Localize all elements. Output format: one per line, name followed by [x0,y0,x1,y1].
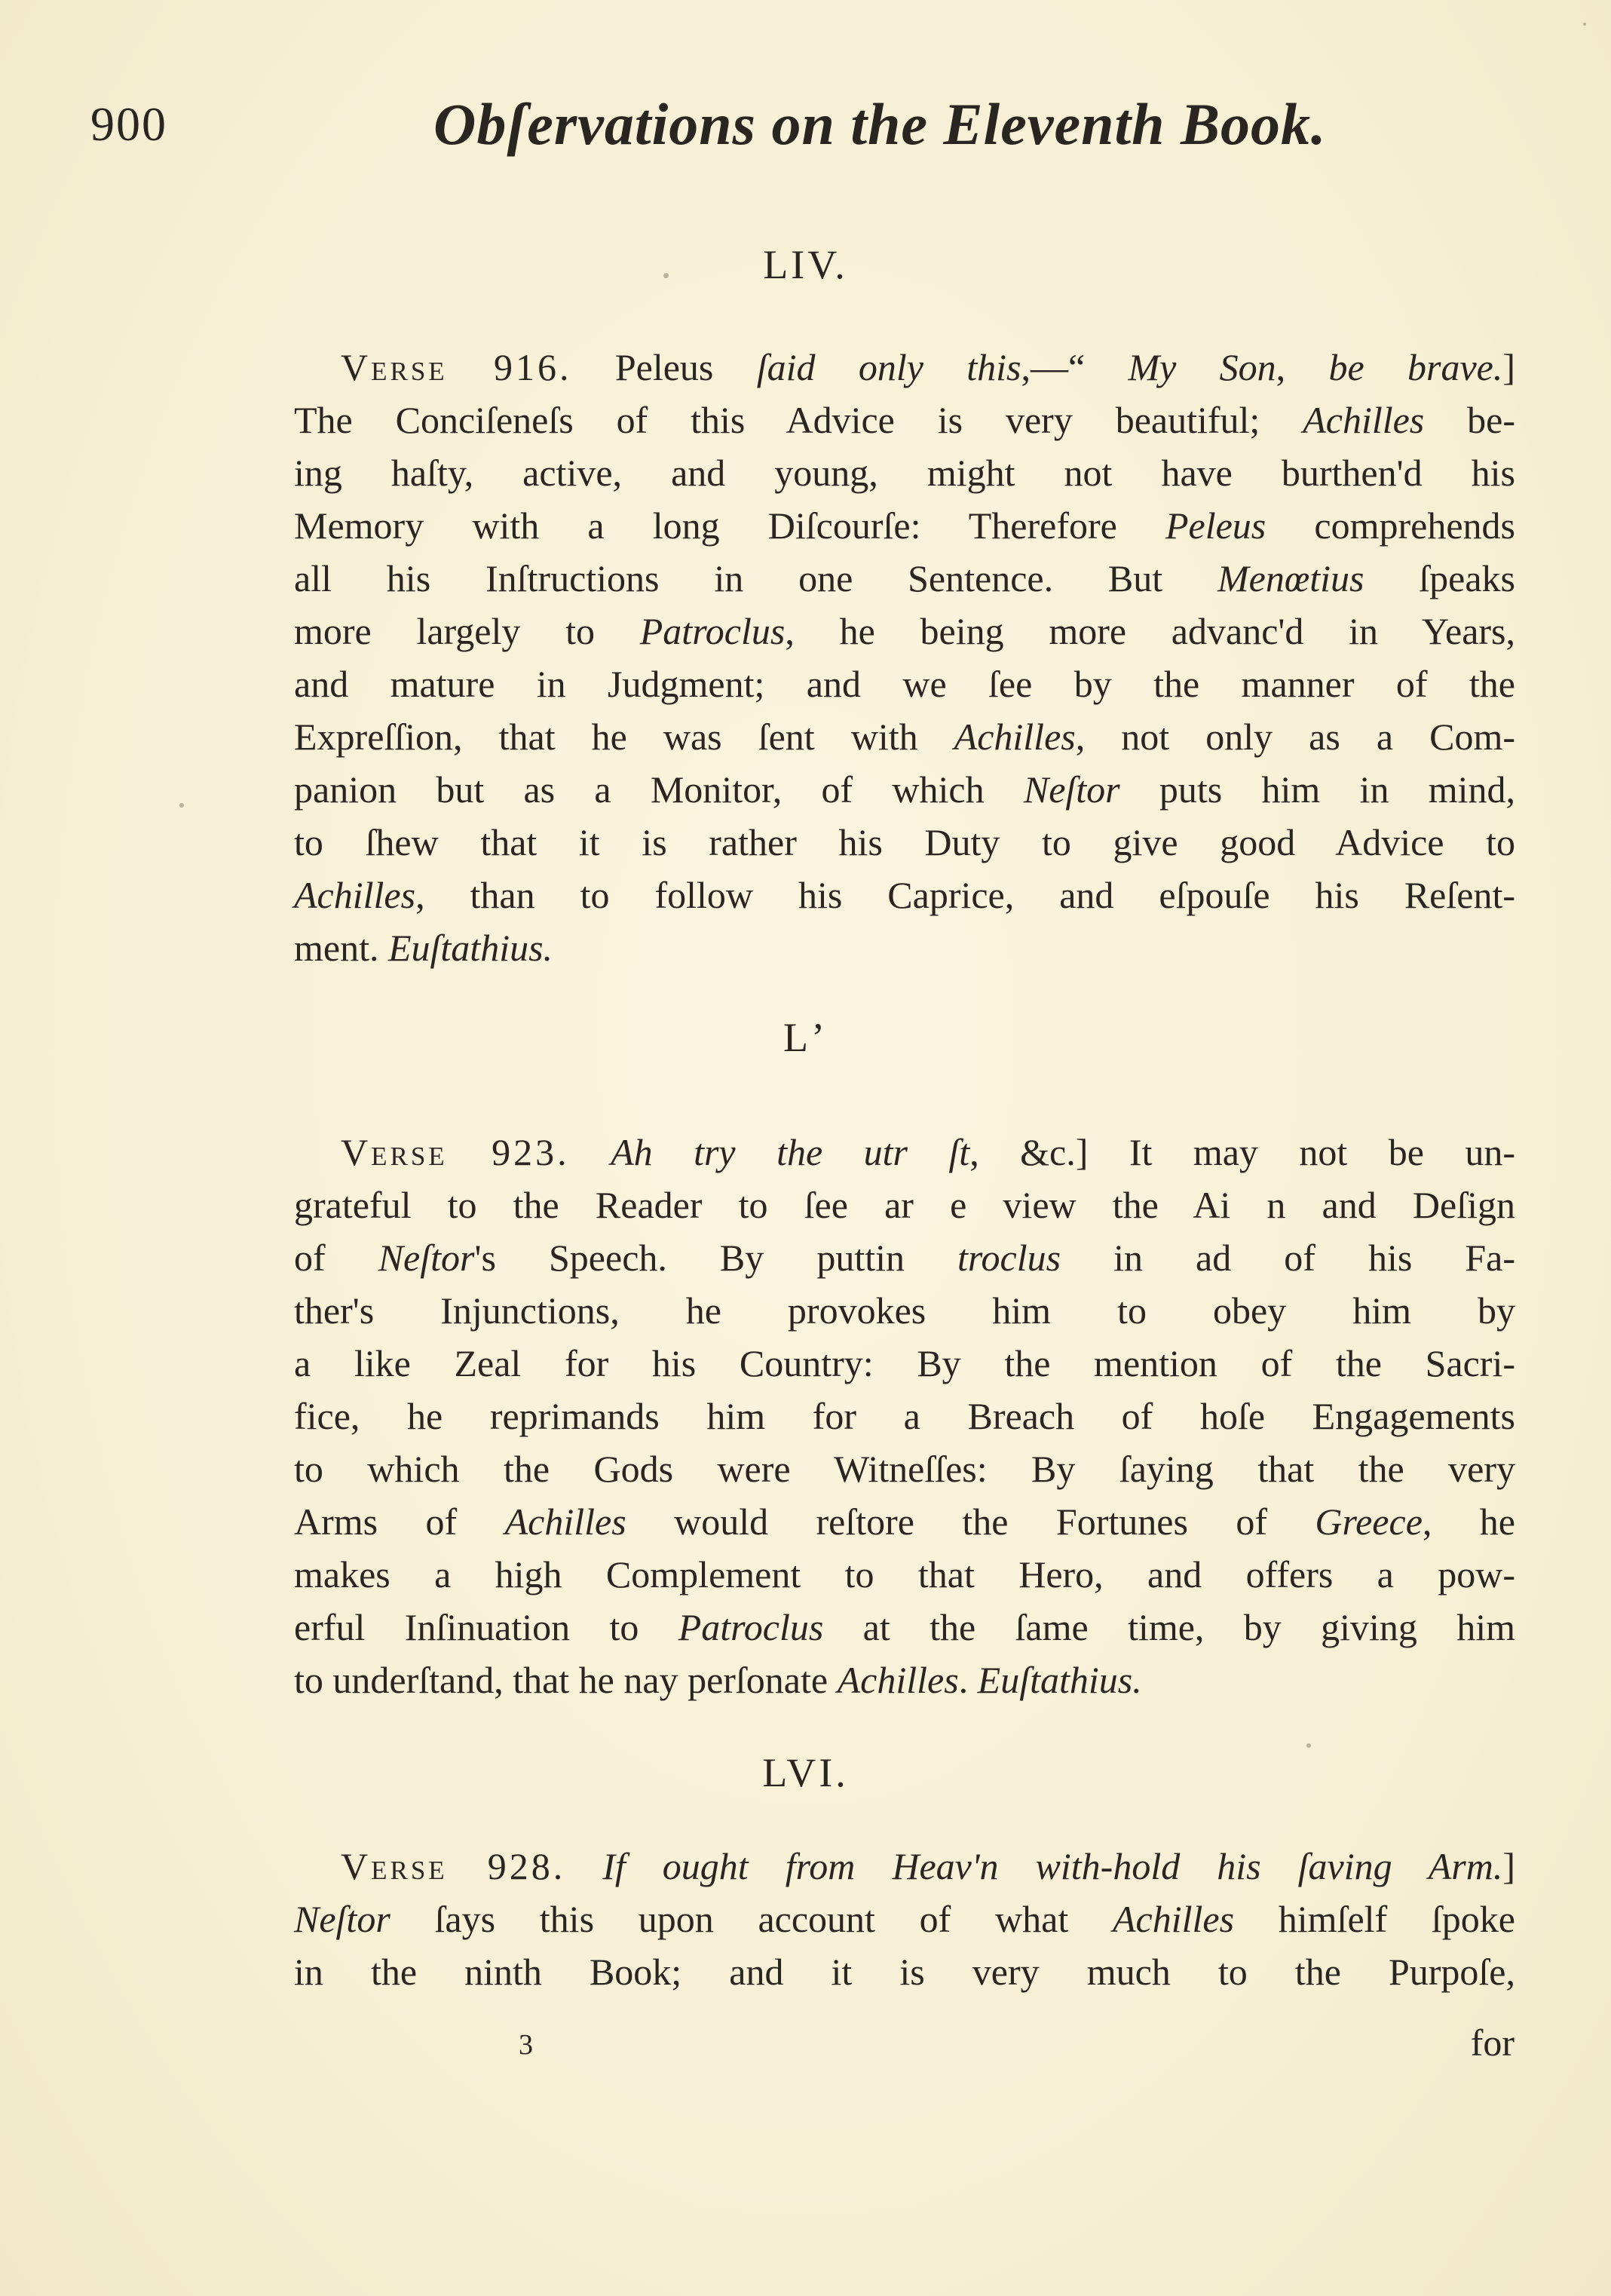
text-run: to ſhew that it is rather his Duty to give good Advice to [294,821,1515,863]
text-run: If ought from Heav'n with-hold his ſaving Arm. [602,1845,1503,1887]
section-heading-liv: LIV. [763,242,848,287]
text-run: ſaid only this [756,346,1021,388]
text-run: , [1276,346,1329,388]
text-run: Expreſſion, that he was ſent with [294,716,954,758]
text-run: ing haſty, active, and young, might not have burthen'd his [294,452,1515,494]
text-run: of [294,1237,378,1279]
ink-speck [663,273,669,278]
text-run: panion but as a Monitor, of which [294,768,1024,811]
text-line [294,1337,1515,1390]
text-run: ſays this upon account of what [390,1898,1113,1940]
text-line [294,710,1515,763]
section-heading-lvi: LVI. [762,1750,849,1795]
text-line [294,921,1515,974]
text-line [294,1231,1515,1284]
text-run: puts him in mind, [1119,768,1515,811]
text-run: Achilles [954,716,1076,758]
text-line [294,552,1515,605]
text-run: , he being more advanc'd in Years, [785,610,1516,652]
text-run: Euſtathius. [977,1659,1142,1701]
verse-reference: Verse 928. [341,1845,566,1887]
running-title: Obſervations on the Eleventh Book. [433,91,1327,157]
signature-mark: 3 [519,2029,533,2061]
text-line [294,1601,1515,1654]
text-run: Patroclus [639,610,786,652]
text-run: and mature in Judgment; and we ſee by the manner of the [294,663,1515,705]
text-run: Achilles [1303,399,1425,441]
text-run: makes a high Complement to that Hero, and offers a pow- [294,1553,1515,1596]
text-run: , than to follow his Caprice, and eſpouſe his Reſent- [415,874,1515,916]
text-run: comprehends [1266,504,1515,547]
text-line [294,1840,1515,1893]
text-run: Peleus [571,346,757,388]
text-run: , &c.] It may not be un- [969,1131,1515,1173]
text-run: in the ninth Book; and it is very much to the Purpoſe, [294,1951,1515,1993]
section-heading-lv: Lʼ [783,1015,828,1060]
text-line [294,1654,1515,1706]
text-run: ment. [294,927,388,969]
text-run: . [958,1659,978,1701]
text-line [294,1126,1515,1179]
text-run: Neſtor [378,1237,475,1279]
ink-speck [179,803,184,808]
text-run [565,1845,602,1887]
text-run: Neſtor [294,1898,390,1940]
text-run: Peleus [1165,504,1266,547]
text-run: ſpeaks [1364,557,1516,599]
text-line [294,1893,1515,1945]
ink-speck [1306,1743,1311,1748]
text-run: in ad of his Fa- [1061,1237,1516,1279]
verse-reference: Verse 916. [341,346,572,388]
text-line [294,605,1515,658]
text-run: My Son [1128,346,1276,388]
text-line [294,341,1515,394]
text-run: a like Zeal for his Country: By the mention of the Sacri- [294,1342,1515,1384]
text-run: Patroclus [678,1606,824,1648]
text-run [570,1131,611,1173]
text-run: be brave. [1328,346,1503,388]
text-run: ther's Injunctions, he provokes him to obey him by [294,1289,1515,1332]
text-line [294,446,1515,499]
text-run: troclus [957,1237,1061,1279]
text-line [294,394,1515,446]
text-run: Menœtius [1217,557,1364,599]
text-run: would reſtore the Fortunes of [626,1501,1315,1543]
text-run: Achilles [504,1501,626,1543]
text-run: ] [1502,1845,1515,1887]
ink-speck [1583,23,1586,26]
text-run: ,—“ [1021,346,1129,388]
text-line [294,1945,1515,1998]
text-line [294,658,1515,710]
text-run: The Conciſeneſs of this Advice is very beautiful; [294,399,1303,441]
text-run: 's Speech. By puttin [474,1237,958,1279]
text-run: Ah try the utr ſt [611,1131,970,1173]
text-line [294,1390,1515,1442]
text-run: more largely to [294,610,640,652]
text-run: Euſtathius. [387,927,553,969]
text-run: be- [1424,399,1515,441]
text-line [294,1442,1515,1495]
text-line [294,763,1515,816]
text-run: Achilles [294,874,416,916]
text-run: Memory with a long Diſcourſe: Therefore [294,504,1165,547]
note-liv [294,341,1515,974]
text-run: all his Inſtructions in one Sentence. But [294,557,1217,599]
verse-reference: Verse 923. [341,1131,570,1173]
text-line [294,499,1515,552]
text-run: ] [1502,346,1516,388]
text-run: fice, he reprimands him for a Breach of hoſe Engagements [294,1395,1515,1437]
text-run: at the ſame time, by giving him [823,1606,1515,1648]
text-line [294,1495,1515,1548]
text-run: , not only as a Com- [1075,716,1515,758]
note-lvi [294,1840,1515,1998]
page-number: 900 [90,97,167,151]
text-line [294,869,1515,921]
text-run: Achilles [837,1659,959,1701]
text-run: himſelf ſpoke [1234,1898,1515,1940]
text-run: Neſtor [1023,768,1120,811]
text-run: Achilles [1112,1898,1235,1940]
text-run: , he [1422,1501,1516,1543]
text-run: Greece [1315,1501,1423,1543]
text-run: grateful to the Reader to ſee ar e view the Ai n and Deſign [294,1184,1515,1226]
text-line [294,1284,1515,1337]
text-run: erful Inſinuation to [294,1606,678,1648]
text-run: to underſtand, that he nay perſonate [294,1659,838,1701]
text-line [294,1179,1515,1231]
text-line [294,816,1515,869]
note-lv [294,1126,1515,1706]
text-run: to which the Gods were Witneſſes: By ſaying that the very [294,1448,1515,1490]
text-run: Arms of [294,1501,505,1543]
catchword: for [1470,2022,1515,2064]
text-line [294,1548,1515,1601]
